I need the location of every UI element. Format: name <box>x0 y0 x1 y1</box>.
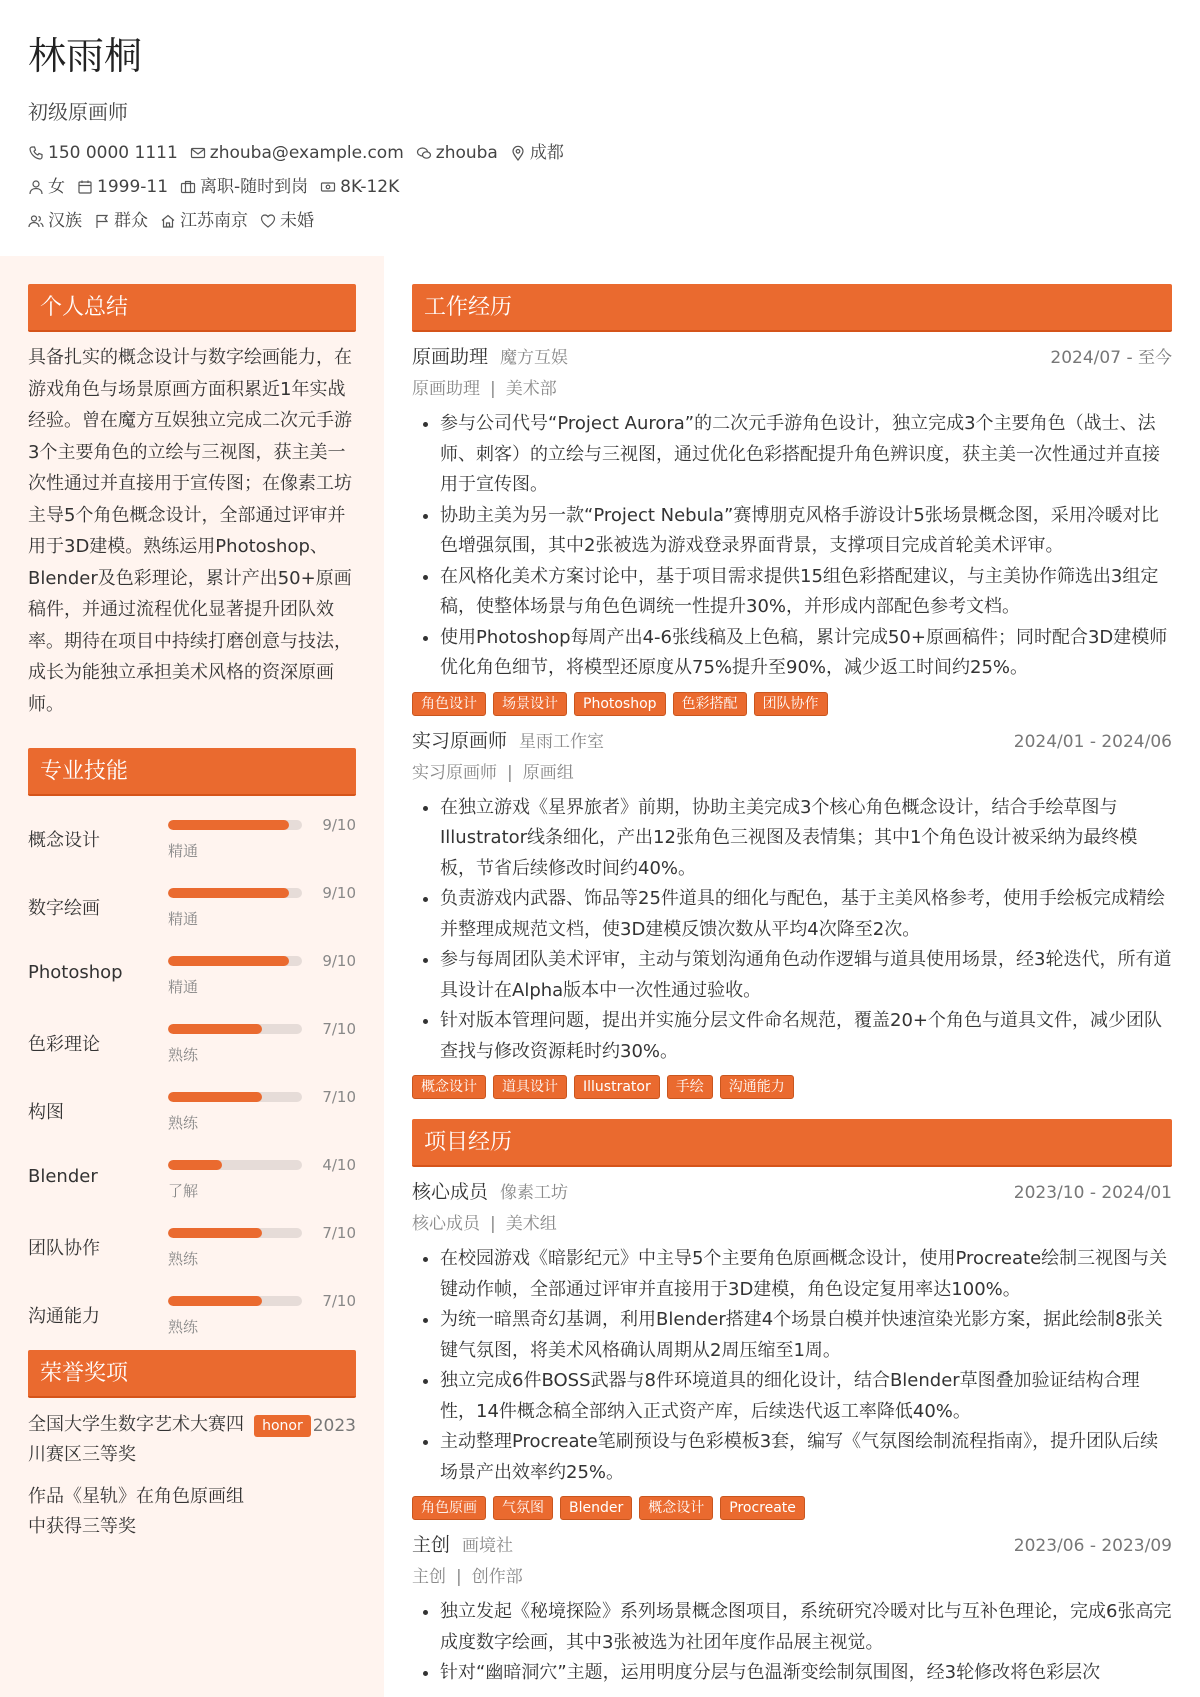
skill-name: 团队协作 <box>28 1238 100 1259</box>
wechat-text: zhouba <box>435 143 498 163</box>
honor-tag: honor <box>254 1415 311 1437</box>
skill-meter-top <box>168 952 356 970</box>
skill-row <box>28 1142 356 1210</box>
briefcase-icon <box>180 179 196 195</box>
entry-bullets <box>412 1244 1172 1488</box>
email-item <box>190 140 404 166</box>
email-text: zhouba@example.com <box>209 143 404 163</box>
skill-tag: 角色设计 <box>412 692 486 716</box>
status-item <box>180 174 308 200</box>
skill-bar <box>168 888 302 898</box>
contact-info <box>28 140 1168 234</box>
skill-tag: Illustrator <box>574 1075 660 1099</box>
birth-item <box>77 174 168 200</box>
mail-icon <box>190 145 206 161</box>
entry-role: 主创 <box>412 1534 451 1556</box>
skill-row <box>28 802 356 870</box>
work-list <box>412 342 1172 1099</box>
entry-organization: 魔方互娱 <box>500 348 569 368</box>
entry-subtitle <box>412 1563 1172 1591</box>
skill-name: Blender <box>28 1166 98 1187</box>
bullet-item: • 在独立游戏《星界旅者》前期，协助主美完成3个核心角色概念设计，结合手绘草图与Illustrator线条细化，产出12张角色三视图及表情集；其中1个角色设计被采纳为最终模板，节省后续修改时间约40%。 <box>440 793 1172 885</box>
skill-meter <box>168 1074 356 1133</box>
entry-sub-role: 主创 <box>412 1567 446 1587</box>
bullet-item: • 独立完成6件BOSS武器与8件环境道具的细化设计，结合Blender草图叠加验证结构合理性，14件概念稿全部纳入正式资产库，后续迭代返工率降低40%。 <box>440 1366 1172 1427</box>
skill-bar <box>168 956 302 966</box>
entry-bullets <box>412 793 1172 1068</box>
skill-score: 7/10 <box>322 1088 356 1106</box>
skill-row <box>28 1006 356 1074</box>
city-text: 成都 <box>529 143 564 163</box>
birth-text: 1999-11 <box>97 177 169 197</box>
separator: | <box>490 1214 496 1234</box>
skill-bar <box>168 1228 302 1238</box>
skills-section-title: 专业技能 <box>28 748 356 796</box>
bullet-item: • 主动整理Procreate笔刷预设与色彩模板3套，编写《气氛图绘制流程指南》，提升团队后续场景产出效率约25%。 <box>440 1427 1172 1488</box>
bullet-item: • 使用Photoshop每周产出4-6张线稿及上色稿，累计完成50+原画稿件；同时配合3D建模师优化角色细节，将模型还原度从75%提升至90%，减少返工时间约25%。 <box>440 623 1172 684</box>
skill-tag: 沟通能力 <box>720 1075 794 1099</box>
bullet-item: • 协助主美为另一款“Project Nebula”赛博朋克风格手游设计5张场景概念图，采用冷暖对比色增强氛围，其中2张被选为游戏登录界面背景，支撑项目完成首轮美术评审。 <box>440 501 1172 562</box>
entry-organization: 画境社 <box>462 1536 514 1556</box>
skill-score: 7/10 <box>322 1020 356 1038</box>
entry-bullets <box>412 409 1172 684</box>
experience-entry <box>412 1177 1172 1520</box>
skill-name: 数字绘画 <box>28 898 100 919</box>
skill-meter-top <box>168 1156 356 1174</box>
entry-sub-role: 原画助理 <box>412 379 480 399</box>
bullet-item: • 针对版本管理问题，提出并实施分层文件命名规范，覆盖20+个角色与道具文件，减少团队查找与修改资源耗时约30%。 <box>440 1006 1172 1067</box>
skill-tag: 场景设计 <box>493 692 567 716</box>
ethnicity-item <box>28 208 82 234</box>
phone-text: 150 0000 1111 <box>48 143 178 163</box>
skill-row <box>28 1278 356 1346</box>
entry-department: 原画组 <box>522 762 574 783</box>
wechat-item <box>416 140 498 166</box>
skill-meter-top <box>168 884 356 902</box>
entry-bullets <box>412 1597 1172 1689</box>
skill-bar-fill <box>168 1228 262 1238</box>
ethnicity-text: 汉族 <box>48 211 82 231</box>
skill-row <box>28 1074 356 1142</box>
marital-text: 未婚 <box>280 211 314 231</box>
candidate-name: 林雨桐 <box>28 34 143 78</box>
honor-item <box>28 1410 356 1470</box>
skill-meter-top <box>168 1088 356 1106</box>
entry-subtitle <box>412 375 1172 403</box>
entry-header <box>412 1530 1172 1561</box>
honor-meta <box>254 1410 356 1470</box>
bullet-item: • 为统一暗黑奇幻基调，利用Blender搭建4个场景白模并快速渲染光影方案，据此绘制8张关键气氛图，将美术风格确认周期从2周压缩至1周。 <box>440 1305 1172 1366</box>
skill-level: 精通 <box>168 978 199 996</box>
skill-level: 了解 <box>168 1182 199 1200</box>
status-text: 离职-随时到岗 <box>200 177 309 197</box>
skills-list <box>28 802 356 1346</box>
skill-meter <box>168 1142 356 1201</box>
skill-row <box>28 1210 356 1278</box>
entry-header <box>412 1177 1172 1208</box>
experience-entry <box>412 342 1172 716</box>
summary-text: 具备扎实的概念设计与数字绘画能力，在游戏角色与场景原画方面积累近1年实战经验。曾在魔方互娱独立完成二次元手游3个主要角色的立绘与三视图，获主美一次性通过并直接用于宣传图；在像素工坊主导5个角色概念设计，全部通过评审并用于3D建模。熟练运用Photoshop、Blender及色彩理论，累计产出50+原画稿件，并通过流程优化显著提升团队效率。期待在项目中持续打磨创意与技法，成长为能独立承担美术风格的资深原画师。 <box>28 347 352 715</box>
skill-bar-fill <box>168 1160 222 1170</box>
phone-icon <box>28 145 44 161</box>
entry-department: 美术部 <box>505 379 557 399</box>
projects-section-title: 项目经历 <box>412 1119 1172 1167</box>
bullet-item: • 在风格化美术方案讨论中，基于项目需求提供15组色彩搭配建议，与主美协作筛选出3组定稿，使整体场景与角色色调统一性提升30%，并形成内部配色参考文档。 <box>440 562 1172 623</box>
skill-bar <box>168 1092 302 1102</box>
entry-tags <box>412 692 1172 716</box>
experience-entry <box>412 726 1172 1100</box>
info-row-background <box>28 208 1168 234</box>
skill-bar-fill <box>168 1296 262 1306</box>
users-icon <box>28 213 44 229</box>
entry-date: 2024/01 - 2024/06 <box>1013 731 1172 752</box>
skill-score: 7/10 <box>322 1292 356 1310</box>
skill-level: 精通 <box>168 910 199 928</box>
entry-role: 实习原画师 <box>412 729 508 752</box>
political-item <box>94 208 148 234</box>
skill-meter-top <box>168 816 356 834</box>
skill-tag: Blender <box>560 1496 632 1520</box>
hometown-item <box>160 208 248 234</box>
skill-level: 精通 <box>168 842 199 860</box>
separator: | <box>507 762 513 783</box>
separator: | <box>490 379 496 399</box>
skill-tag: 概念设计 <box>639 1496 713 1520</box>
summary-section-title: 个人总结 <box>28 284 356 332</box>
marital-item <box>260 208 314 234</box>
separator: | <box>456 1567 462 1587</box>
honor-text: 全国大学生数字艺术大赛四川赛区三等奖 <box>28 1414 244 1465</box>
skill-meter-top <box>168 1292 356 1310</box>
skill-meter-top <box>168 1224 356 1242</box>
honors-section-title: 荣誉奖项 <box>28 1350 356 1398</box>
skill-tag: 角色原画 <box>412 1496 486 1520</box>
skill-bar-fill <box>168 1024 262 1034</box>
work-section-title: 工作经历 <box>412 284 1172 332</box>
info-row-contact <box>28 140 1168 166</box>
entry-date: 2024/07 - 至今 <box>1050 348 1172 368</box>
skill-bar <box>168 1024 302 1034</box>
city-item <box>510 140 564 166</box>
bullet-item: • 参与公司代号“Project Aurora”的二次元手游角色设计，独立完成3个主要角色（战士、法师、刺客）的立绘与三视图，通过优化色彩搭配提升角色辨识度，获主美一次性通过并直接用于宣传图。 <box>440 409 1172 501</box>
skill-tag: Procreate <box>720 1496 805 1520</box>
skill-bar-fill <box>168 820 289 830</box>
skill-score: 7/10 <box>322 1224 356 1242</box>
gender-item <box>28 174 65 200</box>
skill-tag: Photoshop <box>574 692 666 716</box>
bullet-item: • 独立发起《秘境探险》系列场景概念图项目，系统研究冷暖对比与互补色理论，完成6张高完成度数字绘画，其中3张被选为社团年度作品展主视觉。 <box>440 1597 1172 1658</box>
skill-bar <box>168 820 302 830</box>
skill-tag: 气氛图 <box>493 1496 553 1520</box>
skill-bar <box>168 1296 302 1306</box>
main-content <box>412 284 1172 1689</box>
political-text: 群众 <box>114 211 148 231</box>
projects-list <box>412 1177 1172 1689</box>
job-title: 初级原画师 <box>28 100 128 124</box>
entry-header <box>412 726 1172 757</box>
experience-entry <box>412 1530 1172 1689</box>
skill-tag: 道具设计 <box>493 1075 567 1099</box>
resume-header <box>28 28 1168 234</box>
skill-score: 9/10 <box>322 952 356 970</box>
skill-tag: 概念设计 <box>412 1075 486 1099</box>
skill-bar-fill <box>168 888 289 898</box>
gender-text: 女 <box>48 177 65 197</box>
entry-tags <box>412 1075 1172 1099</box>
skill-level: 熟练 <box>168 1046 199 1064</box>
skill-name: Photoshop <box>28 962 123 983</box>
heart-icon <box>260 213 276 229</box>
honor-item <box>28 1482 356 1542</box>
sidebar <box>0 256 384 1697</box>
entry-department: 美术组 <box>505 1214 557 1234</box>
wechat-icon <box>416 145 432 161</box>
entry-tags <box>412 1496 1172 1520</box>
skill-level: 熟练 <box>168 1318 199 1336</box>
user-icon <box>28 179 44 195</box>
phone-item <box>28 140 178 166</box>
skill-name: 色彩理论 <box>28 1034 100 1055</box>
bullet-item: • 参与每周团队美术评审，主动与策划沟通角色动作逻辑与道具使用场景，经3轮迭代，所有道具设计在Alpha版本中一次性通过验收。 <box>440 945 1172 1006</box>
entry-sub-role: 核心成员 <box>412 1214 480 1234</box>
entry-header <box>412 342 1172 373</box>
skill-tag: 团队协作 <box>754 692 828 716</box>
entry-subtitle <box>412 759 1172 787</box>
skill-row <box>28 870 356 938</box>
skill-meter <box>168 938 356 997</box>
entry-date: 2023/06 - 2023/09 <box>1013 1536 1172 1556</box>
skill-level: 熟练 <box>168 1114 199 1132</box>
entry-date: 2023/10 - 2024/01 <box>1013 1183 1172 1203</box>
salary-text: 8K-12K <box>340 177 400 197</box>
skill-meter <box>168 1210 356 1269</box>
skill-meter <box>168 1006 356 1065</box>
bullet-item: • 负责游戏内武器、饰品等25件道具的细化与配色，基于主美风格参考，使用手绘板完成精绘并整理成规范文档，使3D建模反馈次数从平均4次降至2次。 <box>440 884 1172 945</box>
bullet-item: • 针对“幽暗洞穴”主题，运用明度分层与色温渐变绘制氛围图，经3轮修改将色彩层次 <box>440 1658 1172 1689</box>
honors-list <box>28 1410 356 1542</box>
location-pin-icon <box>510 145 526 161</box>
skill-level: 熟练 <box>168 1250 199 1268</box>
skill-tag: 手绘 <box>667 1075 713 1099</box>
money-icon <box>320 179 336 195</box>
flag-icon <box>94 213 110 229</box>
skill-tag: 色彩搭配 <box>673 692 747 716</box>
skill-bar-fill <box>168 1092 262 1102</box>
skill-meter-top <box>168 1020 356 1038</box>
entry-sub-role: 实习原画师 <box>412 762 497 783</box>
salary-item <box>320 174 399 200</box>
skill-bar-fill <box>168 956 289 966</box>
honor-text: 作品《星轨》在角色原画组中获得三等奖 <box>28 1486 244 1537</box>
skill-name: 概念设计 <box>28 830 100 851</box>
skill-score: 9/10 <box>322 884 356 902</box>
honor-year: 2023 <box>312 1416 356 1436</box>
bullet-item: • 在校园游戏《暗影纪元》中主导5个主要角色原画概念设计，使用Procreate绘制三视图与关键动作帧，全部通过评审并直接用于3D建模，角色设定复用率达100%。 <box>440 1244 1172 1305</box>
info-row-personal <box>28 174 1168 200</box>
skill-bar <box>168 1160 302 1170</box>
entry-organization: 星雨工作室 <box>519 731 605 752</box>
skill-meter <box>168 1278 356 1337</box>
skill-score: 4/10 <box>322 1156 356 1174</box>
skill-name: 构图 <box>28 1102 64 1123</box>
entry-organization: 像素工坊 <box>500 1183 569 1203</box>
entry-department: 创作部 <box>471 1567 523 1587</box>
hometown-text: 江苏南京 <box>180 211 248 231</box>
home-icon <box>160 213 176 229</box>
calendar-icon <box>77 179 93 195</box>
entry-subtitle <box>412 1210 1172 1238</box>
skill-meter <box>168 802 356 861</box>
skill-score: 9/10 <box>322 816 356 834</box>
entry-role: 原画助理 <box>412 346 489 368</box>
entry-role: 核心成员 <box>412 1181 489 1203</box>
skill-name: 沟通能力 <box>28 1306 100 1327</box>
skill-row <box>28 938 356 1006</box>
skill-meter <box>168 870 356 929</box>
